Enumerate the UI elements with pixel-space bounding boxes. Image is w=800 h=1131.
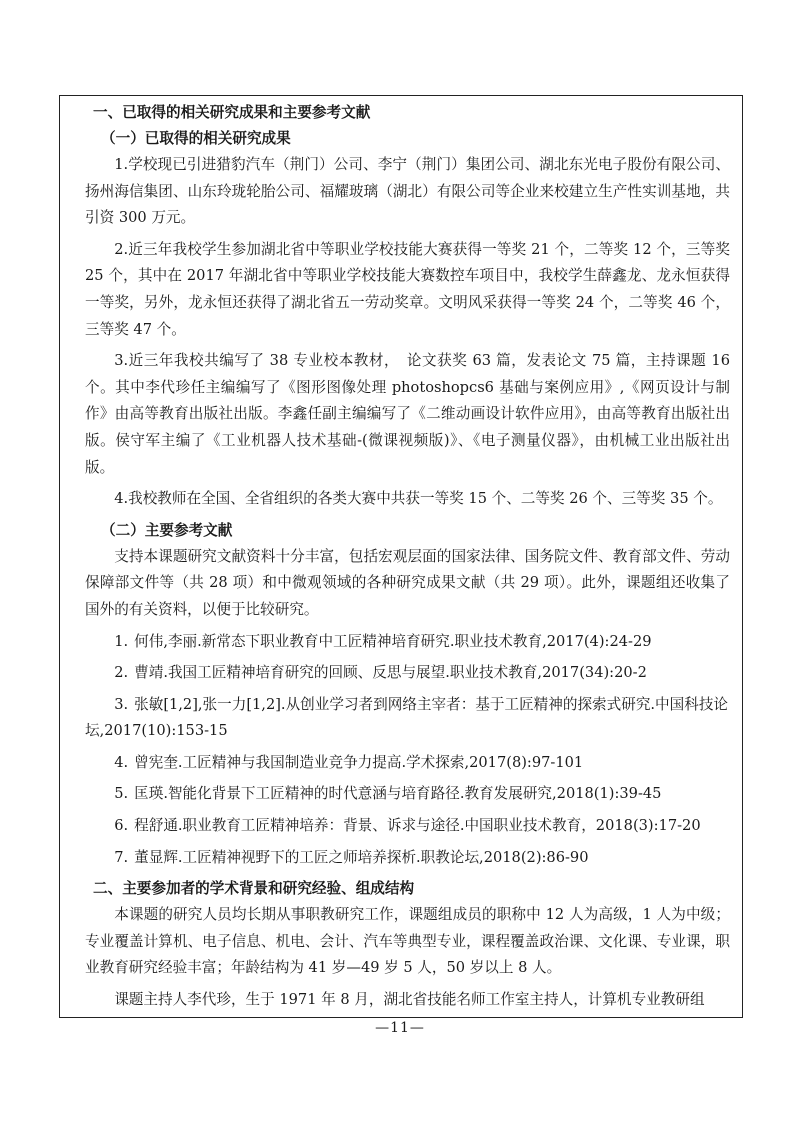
refs-intro: 支持本课题研究文献资料十分丰富，包括宏观层面的国家法律、国务院文件、教育部文件、劳动保障部文件等（共 28 项）和中微观领域的各种研究成果文献（共 29 项）。此外，课题组还收集了国外的有关资料，以便于比较研究。 xyxy=(85,547,730,618)
reference-text: 董显辉.工匠精神视野下的工匠之师培养探析.职教论坛,2018(2):86-90 xyxy=(134,848,589,866)
reference-number: 5. xyxy=(114,785,129,803)
reference-text: 曹靖.我国工匠精神培育研究的回顾、反思与展望.职业技术教育,2017(34):20-2 xyxy=(134,664,647,682)
reference-item xyxy=(85,629,730,656)
sub1-title: （一）已取得的相关研究成果 xyxy=(101,130,291,147)
achievement-3: 3.近三年我校共编写了 38 专业校本教材， 论文获奖 63 篇，发表论文 75 篇，主持课题 16 个。其中李代珍任主编编写了《图形图像处理 photoshopcs6 基础与案例应用》,《网页设计与制作》由高等教育出版社出版。李鑫任副主编编写了《二维动画设计软件应用》，由高等教育出版社出版。侯守军主编了《工业机器人技术基础-(微课视频版)》、《电子测量仪器》，由机械工业出版社出版。 xyxy=(85,352,730,476)
reference-number: 3. xyxy=(114,695,129,713)
reference-item xyxy=(85,750,730,777)
section2-title: 二、主要参加者的学术背景和研究经验、组成结构 xyxy=(93,880,415,898)
reference-text: 张敏[1,2],张一力[1,2].从创业学习者到网络主宰者：基于工匠精神的探索式研究.中国科技论坛,2017(10):153-15 xyxy=(85,695,729,740)
reference-number: 4. xyxy=(114,753,129,771)
document-body xyxy=(85,100,730,1014)
achievement-4: 4.我校教师在全国、全省组织的各类大赛中共获一等奖 15 个、二等奖 26 个、三等奖 35 个。 xyxy=(114,490,723,508)
achievement-1: 1.学校现已引进猎豹汽车（荆门）公司、李宁（荆门）集团公司、湖北东光电子股份有限公司、扬州海信集团、山东玲珑轮胎公司、福耀玻璃（湖北）有限公司等企业来校建立生产性实训基地，共引资 300 万元。 xyxy=(85,156,730,227)
reference-item xyxy=(85,845,730,872)
reference-number: 7. xyxy=(114,848,129,866)
reference-item xyxy=(85,813,730,840)
reference-text: 何伟,李丽.新常态下职业教育中工匠精神培育研究.职业技术教育,2017(4):24-29 xyxy=(134,632,652,650)
reference-item xyxy=(85,692,730,745)
achievement-2: 2.近三年我校学生参加湖北省中等职业学校技能大赛获得一等奖 21 个，二等奖 12 个，三等奖 25 个，其中在 2017 年湖北省中等职业学校技能大赛数控车项目中，我校学生薛鑫龙、龙永恒获得一等奖，另外，龙永恒还获得了湖北省五一劳动奖章。文明风采获得一等奖 24 个，二等奖 46 个，三等奖 47 个。 xyxy=(85,240,730,338)
reference-item xyxy=(85,660,730,687)
section2-paragraph-2: 课题主持人李代珍，生于 1971 年 8 月，湖北省技能名师工作室主持人，计算机专业教研组 xyxy=(114,991,705,1009)
reference-number: 2. xyxy=(114,664,129,682)
section1-title: 一、已取得的相关研究成果和主要参考文献 xyxy=(93,104,371,121)
reference-text: 程舒通.职业教育工匠精神培养：背景、诉求与途径.中国职业技术教育，2018(3):17-20 xyxy=(134,817,701,835)
reference-number: 1. xyxy=(114,632,129,650)
reference-text: 曾宪奎.工匠精神与我国制造业竞争力提高.学术探索,2017(8):97-101 xyxy=(134,753,584,771)
page-number: —11— xyxy=(375,1020,425,1036)
reference-item xyxy=(85,781,730,808)
section2-paragraph-1: 本课题的研究人员均长期从事职教研究工作，课题组成员的职称中 12 人为高级，1 人为中级；专业覆盖计算机、电子信息、机电、会计、汽车等典型专业，课程覆盖政治课、文化课、专业课，职业教育研究经验丰富；年龄结构为 41 岁—49 岁 5 人，50 岁以上 8 人。 xyxy=(85,906,730,977)
reference-text: 匡瑛.智能化背景下工匠精神的时代意涵与培育路径.教育发展研究,2018(1):39-45 xyxy=(134,785,662,803)
sub2-title: （二）主要参考文献 xyxy=(101,521,233,539)
reference-number: 6. xyxy=(114,817,129,835)
